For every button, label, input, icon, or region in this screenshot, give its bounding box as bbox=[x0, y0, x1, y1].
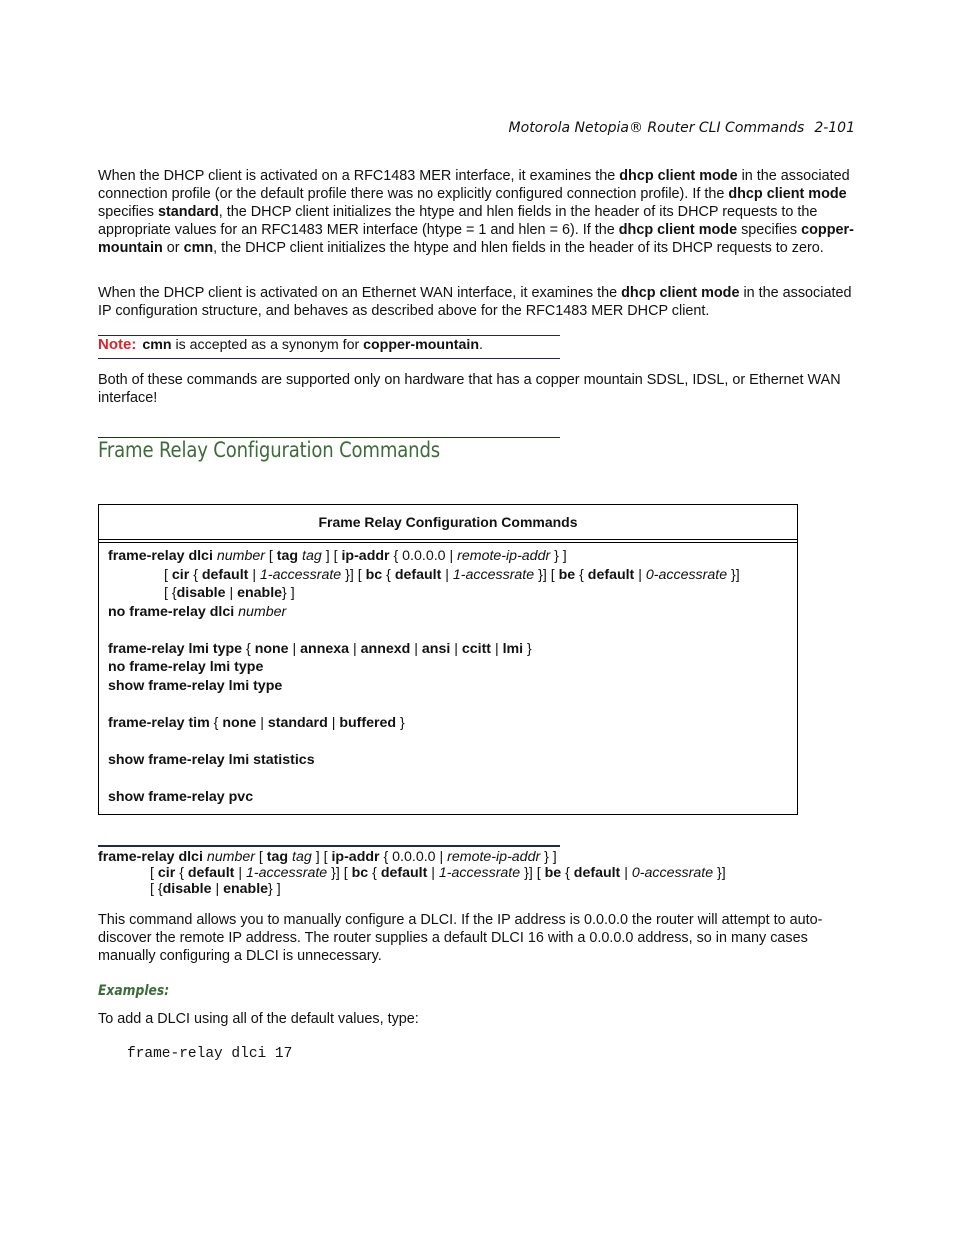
paragraph-dhcp-mer: When the DHCP client is activated on a RFC1483 MER interface, it examines the dhcp client mode in the associated connection profile (or the default profile there was no explicitly configured connection profile). If the dhcp client mode specifies standard, the DHCP client initializes the htype and hlen fields in the header of its DHCP requests to the appropriate values for an RFC1483 MER interface (htype = 1 and hlen = 6). If the dhcp client mode specifies copper-mountain or cmn, the DHCP client initializes the htype and hlen fields in the header of its DHCP requests to zero. bbox=[98, 168, 854, 256]
command-table bbox=[98, 504, 798, 815]
table-title: Frame Relay Configuration Commands bbox=[99, 505, 797, 540]
examples-heading: Examples: bbox=[98, 983, 170, 999]
table-body bbox=[108, 547, 791, 806]
paragraph-dhcp-ethernet: When the DHCP client is activated on an Ethernet WAN interface, it examines the dhcp client mode in the associated IP configuration structure, and behaves as described above for the RFC1483 MER DHCP client. bbox=[98, 285, 852, 319]
running-header bbox=[509, 120, 855, 136]
table-row: no frame-relay dlci number bbox=[108, 603, 287, 620]
note-label: Note: bbox=[98, 336, 137, 353]
header-title: Motorola Netopia® Router CLI Commands bbox=[508, 120, 805, 136]
note-bottom-rule bbox=[98, 358, 560, 359]
table-row: show frame-relay pvc bbox=[108, 788, 254, 805]
section-title: Frame Relay Configuration Commands bbox=[98, 438, 440, 462]
command-syntax bbox=[98, 849, 726, 897]
table-row: show frame-relay lmi type bbox=[108, 677, 283, 694]
syntax-line: [ {disable | enable} ] bbox=[150, 881, 281, 897]
table-row: [ cir { default | 1-accessrate }] [ bc { default | 1-accessrate }] [ be { default | 0-accessrate }] bbox=[164, 566, 740, 583]
table-row: frame-relay lmi type { none | annexa | annexd | ansi | ccitt | lmi } bbox=[108, 640, 532, 657]
table-row: frame-relay tim { none | standard | buffered } bbox=[108, 714, 405, 731]
syntax-line: [ cir { default | 1-accessrate }] [ bc { default | 1-accessrate }] [ be { default | 0-accessrate }] bbox=[150, 865, 726, 881]
command-description: This command allows you to manually configure a DLCI. If the IP address is 0.0.0.0 the router will attempt to auto-discover the remote IP address. The router supplies a default DLCI 16 with a 0.0.0.0 address, so in many cases manually configuring a DLCI is unnecessary. bbox=[98, 912, 823, 964]
syntax-line: frame-relay dlci number [ tag tag ] [ ip-addr { 0.0.0.0 | remote-ip-addr } ] bbox=[98, 849, 557, 865]
table-row: no frame-relay lmi type bbox=[108, 659, 264, 675]
paragraph-hardware: Both of these commands are supported only on hardware that has a copper mountain SDSL, IDSL, or Ethernet WAN interface! bbox=[98, 372, 841, 406]
table-row: frame-relay dlci number [ tag tag ] [ ip-addr { 0.0.0.0 | remote-ip-addr } ] bbox=[108, 548, 567, 564]
table-header-double-rule bbox=[99, 542, 797, 543]
page-number: 2-101 bbox=[814, 120, 855, 136]
note: Note: cmn is accepted as a synonym for copper-mountain. bbox=[98, 336, 483, 353]
syntax-rule bbox=[98, 845, 560, 847]
code-example: frame-relay dlci 17 bbox=[127, 1046, 293, 1062]
table-row: show frame-relay lmi statistics bbox=[108, 751, 315, 768]
example-intro: To add a DLCI using all of the default values, type: bbox=[98, 1011, 419, 1027]
table-row: [ {disable | enable} ] bbox=[164, 585, 295, 601]
